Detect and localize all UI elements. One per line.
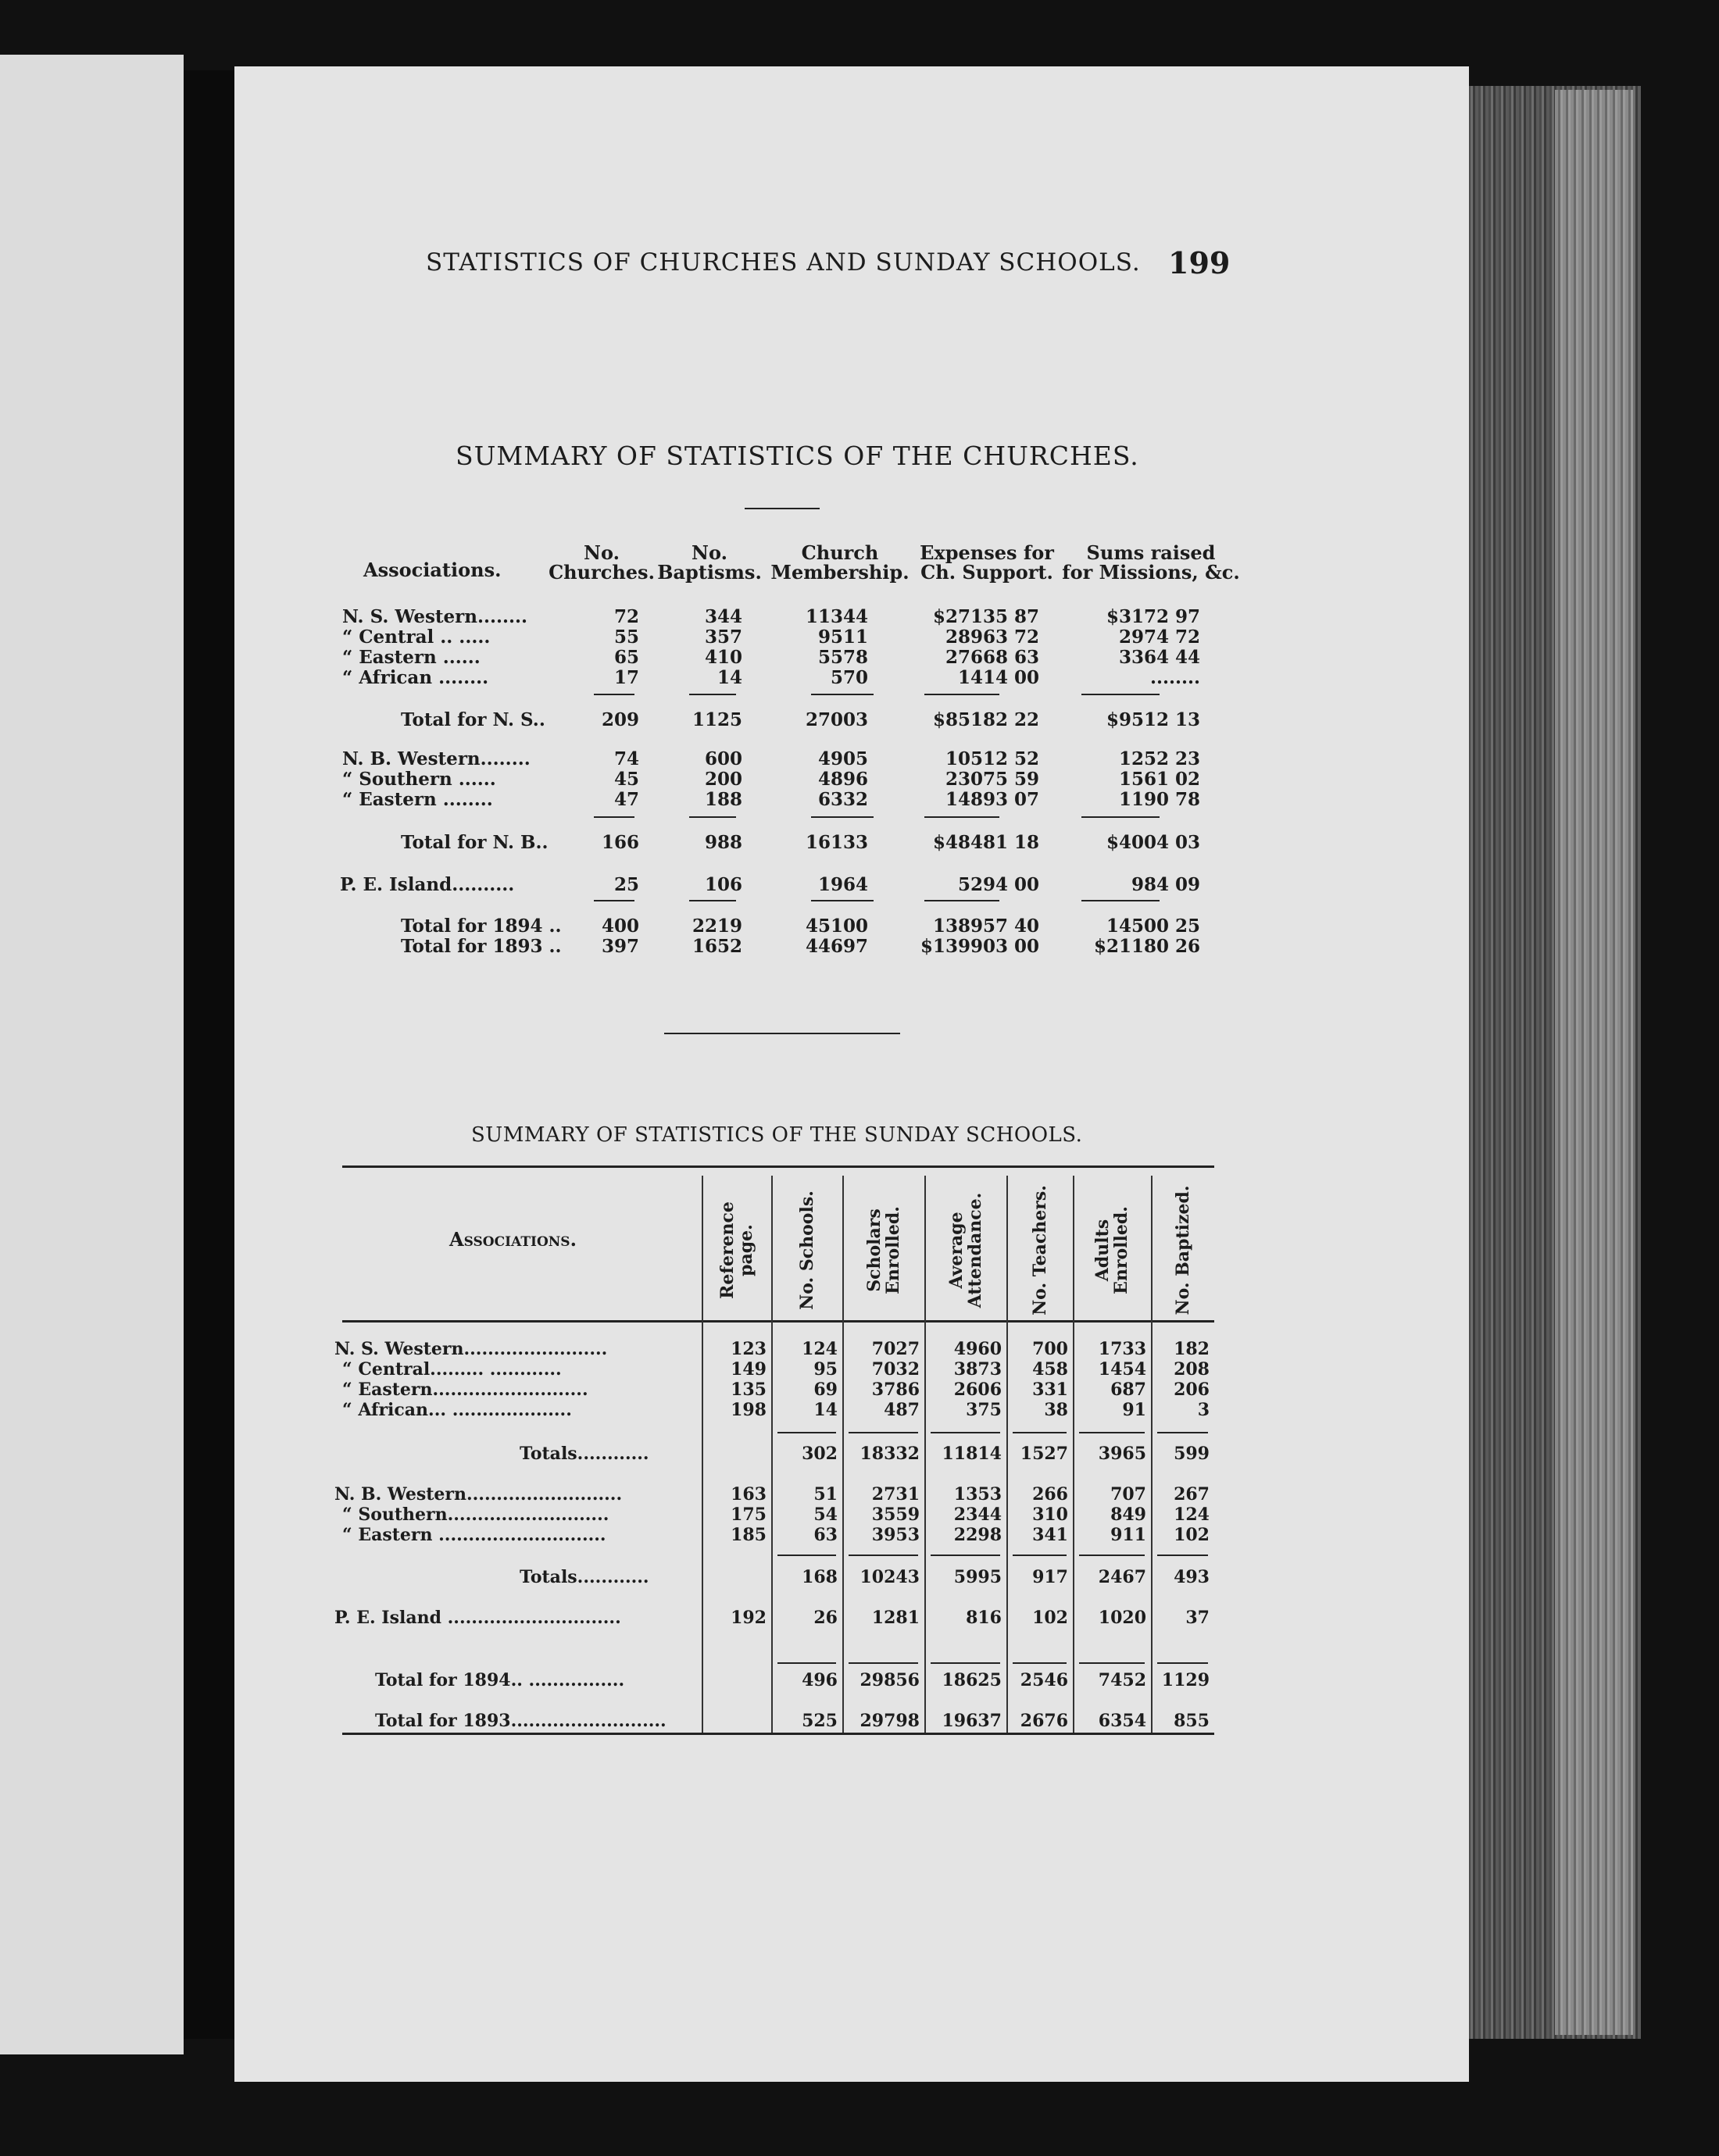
churches-row-label: Total for N. S.. xyxy=(401,709,545,730)
churches-row-label: N. B. Western........ xyxy=(342,748,531,769)
col-header-missions: Sums raised xyxy=(1086,541,1216,564)
schools-cell-ref: 198 xyxy=(731,1400,767,1420)
col-header-baptized: No. Baptized. xyxy=(1172,1185,1193,1315)
schools-cell-scholars: 29798 xyxy=(860,1711,920,1731)
churches-cell-membership: 9511 xyxy=(817,626,868,648)
churches-cell-expenses: 23075 59 xyxy=(945,769,1039,790)
sum-rule xyxy=(849,1555,918,1556)
churches-cell-missions: 14500 25 xyxy=(1106,916,1200,937)
schools-cell-attendance: 816 xyxy=(966,1608,1002,1628)
schools-cell-teachers: 2676 xyxy=(1020,1711,1068,1731)
schools-cell-attendance: 5995 xyxy=(953,1567,1002,1587)
schools-cell-adults: 2467 xyxy=(1098,1567,1146,1587)
schools-row-label: “ African... .................... xyxy=(342,1400,572,1420)
col-header-membership: Membership. xyxy=(770,561,910,584)
sum-rule xyxy=(1079,1555,1145,1556)
col-header-ref: Reference xyxy=(717,1201,738,1299)
sum-rule xyxy=(1013,1555,1067,1556)
schools-cell-attendance: 3873 xyxy=(953,1359,1002,1380)
col-header-ref: page. xyxy=(735,1224,756,1276)
churches-row-label: “ Southern ...... xyxy=(342,769,496,790)
churches-cell-churches: 45 xyxy=(613,769,639,790)
schools-cell-scholars: 3786 xyxy=(871,1380,920,1400)
churches-row-label: “ African ........ xyxy=(342,667,489,688)
gutter-shadow xyxy=(184,70,238,2039)
schools-cell-teachers: 458 xyxy=(1032,1359,1068,1380)
schools-cell-scholars: 29856 xyxy=(860,1670,920,1690)
schools-cell-baptized: 855 xyxy=(1174,1711,1210,1731)
churches-cell-baptisms: 2219 xyxy=(692,916,742,937)
schools-cell-scholars: 3953 xyxy=(871,1525,920,1545)
churches-row-label: “ Eastern ........ xyxy=(342,789,493,810)
sum-rule xyxy=(811,694,874,695)
sum-rule xyxy=(924,694,999,695)
churches-cell-expenses: $48481 18 xyxy=(932,832,1039,853)
churches-cell-churches: 65 xyxy=(613,647,639,668)
col-header-membership: Church xyxy=(801,541,879,564)
sum-rule xyxy=(1013,1662,1067,1664)
schools-cell-ref: 175 xyxy=(731,1505,767,1525)
churches-cell-churches: 25 xyxy=(613,874,639,895)
schools-cell-adults: 687 xyxy=(1110,1380,1146,1400)
churches-cell-expenses: $85182 22 xyxy=(932,709,1039,730)
col-header-associations: Associations. xyxy=(363,559,502,581)
schools-cell-adults: 1454 xyxy=(1098,1359,1146,1380)
schools-cell-scholars: 2731 xyxy=(871,1484,920,1505)
schools-cell-scholars: 487 xyxy=(884,1400,920,1420)
schools-cell-baptized: 493 xyxy=(1174,1567,1210,1587)
schools-cell-schools: 302 xyxy=(802,1444,838,1464)
churches-cell-baptisms: 200 xyxy=(704,769,742,790)
churches-cell-baptisms: 600 xyxy=(704,748,742,769)
schools-cell-baptized: 208 xyxy=(1174,1359,1210,1380)
churches-cell-baptisms: 344 xyxy=(704,606,742,627)
churches-row-label: “ Eastern ...... xyxy=(342,647,481,668)
churches-cell-membership: 27003 xyxy=(805,709,868,730)
schools-cell-schools: 124 xyxy=(802,1339,838,1359)
col-header-attendance: Average xyxy=(945,1212,967,1289)
schools-cell-baptized: 206 xyxy=(1174,1380,1210,1400)
churches-cell-expenses: 1414 00 xyxy=(957,667,1039,688)
schools-cell-attendance: 19637 xyxy=(942,1711,1002,1731)
schools-cell-ref: 185 xyxy=(731,1525,767,1545)
churches-cell-churches: 400 xyxy=(601,916,639,937)
churches-cell-missions: 3364 44 xyxy=(1118,647,1200,668)
sum-rule xyxy=(594,694,634,695)
col-header-associations: Associations. xyxy=(449,1228,577,1251)
schools-cell-adults: 3965 xyxy=(1098,1444,1146,1464)
schools-cell-teachers: 1527 xyxy=(1020,1444,1068,1464)
churches-cell-expenses: $139903 00 xyxy=(920,936,1039,957)
schools-cell-adults: 849 xyxy=(1110,1505,1146,1525)
sum-rule xyxy=(689,816,736,818)
churches-cell-expenses: 27668 63 xyxy=(945,647,1039,668)
schools-cell-schools: 69 xyxy=(813,1380,838,1400)
churches-cell-churches: 17 xyxy=(613,667,639,688)
sum-rule xyxy=(849,1662,918,1664)
churches-row-label: Total for N. B.. xyxy=(401,832,549,853)
sum-rule xyxy=(931,1555,1000,1556)
col-header-teachers: No. Teachers. xyxy=(1029,1185,1050,1315)
churches-cell-churches: 166 xyxy=(601,832,639,853)
col-header-adults: Enrolled. xyxy=(1111,1206,1131,1294)
churches-cell-baptisms: 1652 xyxy=(692,936,742,957)
schools-cell-ref: 192 xyxy=(731,1608,767,1628)
sum-rule xyxy=(1081,900,1160,901)
schools-cell-ref: 123 xyxy=(731,1339,767,1359)
churches-cell-missions: 1190 78 xyxy=(1118,789,1200,810)
running-header-title: STATISTICS OF CHURCHES AND SUNDAY SCHOOLS. xyxy=(426,248,1141,277)
sum-rule xyxy=(594,900,634,901)
schools-row-label: “ Southern........................... xyxy=(342,1505,609,1525)
churches-cell-missions: 1561 02 xyxy=(1118,769,1200,790)
schools-cell-teachers: 102 xyxy=(1032,1608,1068,1628)
churches-cell-baptisms: 357 xyxy=(704,626,742,648)
sum-rule xyxy=(811,900,874,901)
schools-cell-teachers: 917 xyxy=(1032,1567,1068,1587)
schools-cell-schools: 496 xyxy=(802,1670,838,1690)
sum-rule xyxy=(1013,1432,1067,1433)
schools-cell-adults: 1020 xyxy=(1098,1608,1146,1628)
col-header-missions: for Missions, &c. xyxy=(1062,561,1240,584)
sum-rule xyxy=(777,1662,836,1664)
schools-cell-scholars: 7032 xyxy=(871,1359,920,1380)
churches-cell-membership: 5578 xyxy=(817,647,868,668)
schools-row-label: Total for 1894.. ................ xyxy=(375,1670,625,1690)
churches-cell-membership: 16133 xyxy=(805,832,868,853)
col-header-scholars: Enrolled. xyxy=(882,1206,903,1294)
schools-cell-baptized: 1129 xyxy=(1161,1670,1210,1690)
schools-row-label: “ Central......... ............ xyxy=(342,1359,562,1380)
table-top-rule xyxy=(342,1165,1214,1168)
churches-cell-expenses: 10512 52 xyxy=(945,748,1039,769)
col-header-baptisms: No. xyxy=(692,541,727,564)
schools-cell-ref: 135 xyxy=(731,1380,767,1400)
page-number: 199 xyxy=(1168,245,1231,280)
churches-cell-membership: 4896 xyxy=(817,769,868,790)
schools-row-label: Total for 1893.......................... xyxy=(375,1711,667,1731)
header-bottom-rule xyxy=(342,1320,1214,1323)
schools-row-label: “ Eastern ............................ xyxy=(342,1525,606,1545)
churches-cell-missions: $21180 26 xyxy=(1093,936,1200,957)
table-bottom-rule xyxy=(342,1733,1214,1735)
title-underline xyxy=(745,508,820,509)
churches-row-label: P. E. Island.......... xyxy=(340,874,515,895)
sum-rule xyxy=(777,1432,836,1433)
schools-row-label: N. S. Western........................ xyxy=(334,1339,608,1359)
sum-rule xyxy=(1157,1555,1208,1556)
sum-rule xyxy=(931,1662,1000,1664)
churches-row-label: “ Central .. ..... xyxy=(342,626,491,648)
churches-cell-missions: $3172 97 xyxy=(1106,606,1200,627)
schools-row-label: “ Eastern.......................... xyxy=(342,1380,588,1400)
schools-cell-schools: 168 xyxy=(802,1567,838,1587)
churches-cell-missions: 1252 23 xyxy=(1118,748,1200,769)
churches-cell-churches: 397 xyxy=(601,936,639,957)
churches-cell-membership: 570 xyxy=(830,667,868,688)
sum-rule xyxy=(1081,816,1160,818)
schools-cell-attendance: 1353 xyxy=(953,1484,1002,1505)
schools-cell-baptized: 267 xyxy=(1174,1484,1210,1505)
churches-row-label: Total for 1893 .. xyxy=(401,936,562,957)
sum-rule xyxy=(931,1432,1000,1433)
sum-rule xyxy=(777,1555,836,1556)
churches-cell-missions: $9512 13 xyxy=(1106,709,1200,730)
sum-rule xyxy=(689,694,736,695)
schools-cell-attendance: 2344 xyxy=(953,1505,1002,1525)
left-page-edge xyxy=(0,55,184,2054)
churches-cell-churches: 55 xyxy=(613,626,639,648)
col-header-expenses: Ch. Support. xyxy=(920,561,1053,584)
schools-cell-attendance: 2298 xyxy=(953,1525,1002,1545)
col-header-baptisms: Baptisms. xyxy=(657,561,762,584)
schools-cell-baptized: 124 xyxy=(1174,1505,1210,1525)
schools-cell-attendance: 18625 xyxy=(942,1670,1002,1690)
churches-cell-membership: 6332 xyxy=(817,789,868,810)
schools-cell-ref: 149 xyxy=(731,1359,767,1380)
col-header-scholars: Scholars xyxy=(863,1208,885,1292)
sum-rule xyxy=(849,1432,918,1433)
churches-cell-churches: 74 xyxy=(613,748,639,769)
schools-cell-schools: 95 xyxy=(813,1359,838,1380)
schools-cell-baptized: 37 xyxy=(1185,1608,1210,1628)
schools-row-label: P. E. Island ............................. xyxy=(334,1608,621,1628)
churches-cell-missions: $4004 03 xyxy=(1106,832,1200,853)
schools-cell-schools: 51 xyxy=(813,1484,838,1505)
schools-cell-baptized: 599 xyxy=(1174,1444,1210,1464)
schools-cell-scholars: 3559 xyxy=(871,1505,920,1525)
schools-cell-scholars: 18332 xyxy=(860,1444,920,1464)
churches-cell-churches: 209 xyxy=(601,709,639,730)
churches-cell-membership: 44697 xyxy=(805,936,868,957)
schools-cell-teachers: 266 xyxy=(1032,1484,1068,1505)
column-rule xyxy=(702,1176,703,1733)
schools-cell-teachers: 700 xyxy=(1032,1339,1068,1359)
col-header-churches: No. xyxy=(584,541,620,564)
schools-cell-scholars: 7027 xyxy=(871,1339,920,1359)
churches-cell-churches: 72 xyxy=(613,606,639,627)
schools-row-label: Totals............ xyxy=(520,1567,649,1587)
churches-cell-baptisms: 106 xyxy=(704,874,742,895)
schools-cell-scholars: 1281 xyxy=(871,1608,920,1628)
churches-cell-missions: ........ xyxy=(1149,667,1200,688)
schools-cell-scholars: 10243 xyxy=(860,1567,920,1587)
churches-cell-baptisms: 988 xyxy=(704,832,742,853)
col-header-attendance: Attendance. xyxy=(964,1192,985,1308)
churches-cell-churches: 47 xyxy=(613,789,639,810)
churches-row-label: Total for 1894 .. xyxy=(401,916,562,937)
sum-rule xyxy=(689,900,736,901)
schools-cell-schools: 54 xyxy=(813,1505,838,1525)
schools-row-label: N. B. Western.......................... xyxy=(334,1484,623,1505)
sum-rule xyxy=(811,816,874,818)
col-header-adults: Adults xyxy=(1092,1219,1113,1282)
book-page xyxy=(234,66,1469,2082)
schools-cell-attendance: 375 xyxy=(966,1400,1002,1420)
sum-rule xyxy=(924,900,999,901)
schools-cell-schools: 26 xyxy=(813,1608,838,1628)
schools-cell-schools: 63 xyxy=(813,1525,838,1545)
page-stack-edge-light xyxy=(1555,90,1633,2035)
churches-cell-expenses: 5294 00 xyxy=(957,874,1039,895)
schools-row-label: Totals............ xyxy=(520,1444,649,1464)
schools-cell-attendance: 2606 xyxy=(953,1380,1002,1400)
schools-cell-teachers: 310 xyxy=(1032,1505,1068,1525)
churches-cell-membership: 1964 xyxy=(817,874,868,895)
churches-cell-baptisms: 410 xyxy=(704,647,742,668)
churches-cell-membership: 45100 xyxy=(805,916,868,937)
schools-cell-schools: 525 xyxy=(802,1711,838,1731)
schools-cell-schools: 14 xyxy=(813,1400,838,1420)
col-header-schools: No. Schools. xyxy=(796,1190,817,1310)
schools-cell-teachers: 331 xyxy=(1032,1380,1068,1400)
schools-cell-ref: 163 xyxy=(731,1484,767,1505)
schools-cell-teachers: 38 xyxy=(1044,1400,1068,1420)
churches-cell-expenses: 138957 40 xyxy=(932,916,1039,937)
sum-rule xyxy=(1079,1662,1145,1664)
churches-cell-expenses: $27135 87 xyxy=(932,606,1039,627)
schools-cell-adults: 7452 xyxy=(1098,1670,1146,1690)
churches-cell-membership: 4905 xyxy=(817,748,868,769)
sum-rule xyxy=(924,816,999,818)
churches-cell-missions: 2974 72 xyxy=(1118,626,1200,648)
churches-cell-membership: 11344 xyxy=(805,606,868,627)
churches-cell-expenses: 28963 72 xyxy=(945,626,1039,648)
churches-row-label: N. S. Western........ xyxy=(342,606,528,627)
schools-cell-adults: 911 xyxy=(1110,1525,1146,1545)
col-header-expenses: Expenses for xyxy=(920,541,1054,564)
churches-cell-expenses: 14893 07 xyxy=(945,789,1039,810)
sum-rule xyxy=(594,816,634,818)
col-header-churches: Churches. xyxy=(549,561,655,584)
churches-table-title: SUMMARY OF STATISTICS OF THE CHURCHES. xyxy=(456,441,1139,471)
schools-cell-teachers: 341 xyxy=(1032,1525,1068,1545)
schools-cell-teachers: 2546 xyxy=(1020,1670,1068,1690)
schools-cell-baptized: 3 xyxy=(1197,1400,1210,1420)
schools-cell-baptized: 102 xyxy=(1174,1525,1210,1545)
churches-cell-baptisms: 1125 xyxy=(692,709,742,730)
schools-cell-adults: 707 xyxy=(1110,1484,1146,1505)
sum-rule xyxy=(1079,1432,1145,1433)
schools-cell-adults: 1733 xyxy=(1098,1339,1146,1359)
churches-cell-baptisms: 188 xyxy=(704,789,742,810)
sum-rule xyxy=(1081,694,1160,695)
schools-cell-baptized: 182 xyxy=(1174,1339,1210,1359)
sum-rule xyxy=(1157,1432,1208,1433)
schools-cell-adults: 91 xyxy=(1122,1400,1146,1420)
schools-cell-attendance: 11814 xyxy=(942,1444,1002,1464)
section-divider xyxy=(664,1033,900,1034)
sum-rule xyxy=(1157,1662,1208,1664)
churches-cell-missions: 984 09 xyxy=(1131,874,1200,895)
schools-table-title: SUMMARY OF STATISTICS OF THE SUNDAY SCHOOLS. xyxy=(471,1123,1083,1147)
churches-cell-baptisms: 14 xyxy=(717,667,742,688)
schools-cell-adults: 6354 xyxy=(1098,1711,1146,1731)
schools-cell-attendance: 4960 xyxy=(953,1339,1002,1359)
